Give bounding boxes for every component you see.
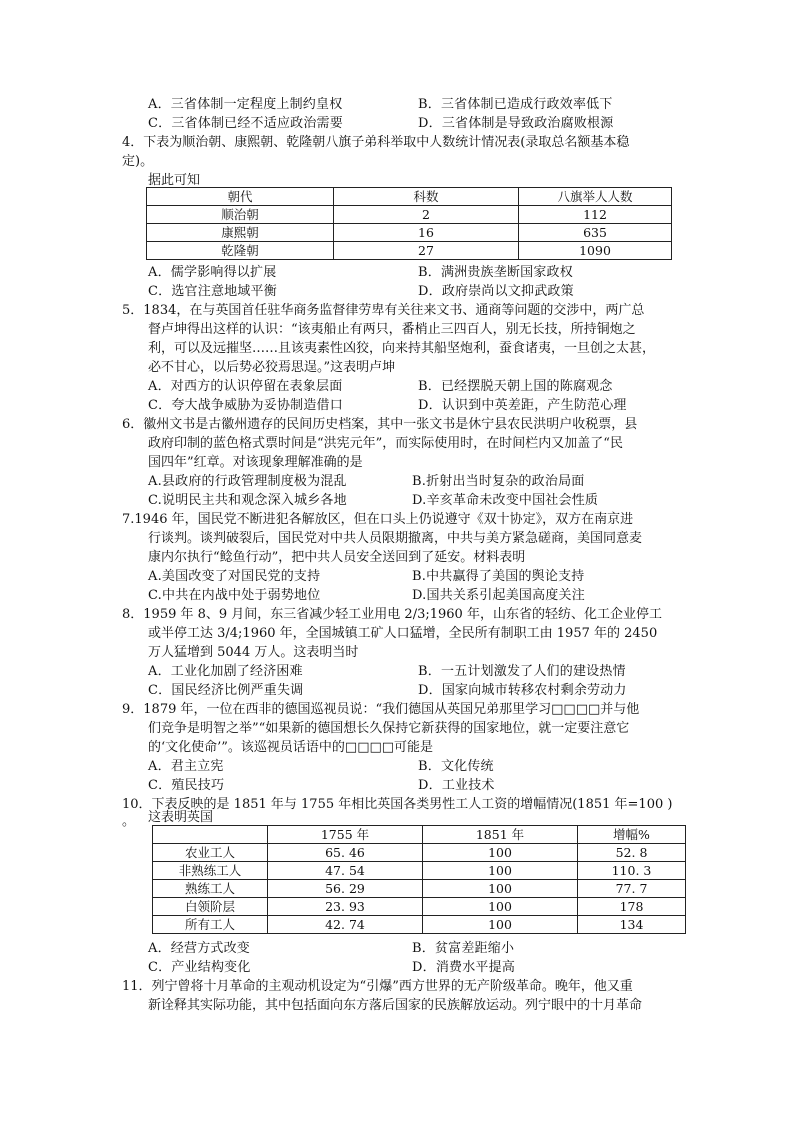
q6-option-d: D.辛亥革命未改变中国社会性质 <box>412 493 599 508</box>
q8-option-c: C．国民经济比例严重失调 <box>148 683 304 698</box>
q5-stem-line-4: 必不甘心，以后势必狡焉思逞。”这表明卢坤 <box>148 360 396 375</box>
table-cell: 110. 3 <box>578 862 686 880</box>
table-row <box>147 242 672 260</box>
q7-option-d: D.国共关系引起美国高度关注 <box>412 588 585 603</box>
table-header-cell: 1851 年 <box>423 826 578 844</box>
table-cell: 47. 54 <box>268 862 423 880</box>
q10-option-b: B．贫富差距缩小 <box>412 941 515 956</box>
q8-option-d: D．国家向城市转移农村剩余劳动力 <box>418 683 627 698</box>
table-cell: 16 <box>334 224 519 242</box>
q8-stem-line-3: 万人猛增到 5044 万人。这表明当时 <box>148 645 359 660</box>
table-cell: 100 <box>423 862 578 880</box>
q6-stem-line-3: 国四年”红章。对该现象理解准确的是 <box>148 455 363 470</box>
table-header-cell <box>153 826 268 844</box>
table-cell: 康熙朝 <box>147 224 334 242</box>
table-header-cell: 1755 年 <box>268 826 423 844</box>
q10-stem-line-1: 10．下表反映的是 1851 年与 1755 年相比英国各类男性工人工资的增幅情况(1851 年=100 ) <box>122 797 673 812</box>
q3-option-a: A．三省体制一定程度上制约皇权 <box>148 97 343 112</box>
table-header-row <box>153 826 686 844</box>
table-cell: 65. 46 <box>268 844 423 862</box>
table-cell: 56. 29 <box>268 880 423 898</box>
table-row <box>153 898 686 916</box>
table-cell: 42. 74 <box>268 916 423 934</box>
q10-option-c: C．产业结构变化 <box>148 960 251 975</box>
q4-stem-line-1: 4．下表为顺治朝、康熙朝、乾隆朝八旗子弟科举取中人数统计情况表(录取总名额基本稳 <box>122 135 630 150</box>
table-header-cell: 增幅% <box>578 826 686 844</box>
table-row <box>147 206 672 224</box>
q9-stem-line-1: 9．1879 年，一位在西非的德国巡视员说：“我们德国从英国兄弟那里学习□□□□并与他 <box>122 702 640 717</box>
q5-option-c: C．夸大战争威胁为妥协制造借口 <box>148 398 343 413</box>
table-cell: 52. 8 <box>578 844 686 862</box>
table-row <box>153 862 686 880</box>
table-cell: 白领阶层 <box>153 898 268 916</box>
q8-option-b: B．一五计划激发了人们的建设热情 <box>418 664 626 679</box>
q4-table-lead: 据此可知 <box>148 173 201 188</box>
q7-option-b: B.中共赢得了美国的舆论支持 <box>412 569 585 584</box>
q6-stem-line-2: 政府印制的蓝色格式票时间是“洪宪元年”，而实际使用时，在时间栏内又加盖了“民 <box>148 436 623 451</box>
q5-option-d: D．认识到中英差距，产生防范心理 <box>418 398 627 413</box>
q4-table <box>146 187 672 260</box>
q7-option-c: C.中共在内战中处于弱势地位 <box>148 588 321 603</box>
q8-stem-line-2: 或半停工达 3/4;1960 年，全国城镇工矿人口猛增，全民所有制职工由 1957 年的 2450 <box>148 626 658 641</box>
q5-option-b: B．已经摆脱天朝上国的陈腐观念 <box>418 379 613 394</box>
table-cell: 乾隆朝 <box>147 242 334 260</box>
q3-option-b: B．三省体制已造成行政效率低下 <box>418 97 613 112</box>
q6-option-c: C.说明民主共和观念深入城乡各地 <box>148 493 347 508</box>
q9-stem-line-3: 的‘文化使命’”。该巡视员话语中的□□□□可能是 <box>148 740 434 755</box>
table-cell: 非熟练工人 <box>153 862 268 880</box>
q10-option-d: D．消费水平提高 <box>412 960 516 975</box>
table-cell: 178 <box>578 898 686 916</box>
table-row <box>153 880 686 898</box>
q11-stem-line-2: 新诠释其实际功能，其中包括面向东方落后国家的民族解放运动。列宁眼中的十月革命 <box>148 998 643 1013</box>
table-cell: 100 <box>423 916 578 934</box>
q7-stem-line-1: 7.1946 年，国民党不断进犯各解放区，但在口头上仍说遵守《双十协定》，双方在南京进 <box>122 512 634 527</box>
q5-stem-line-2: 督卢坤得出这样的认识：“该夷船止有两只，番梢止三四百人，别无长技，所持铜炮之 <box>148 322 636 337</box>
table-cell: 100 <box>423 898 578 916</box>
q8-stem-line-1: 8．1959 年 8、9 月间，东三省减少轻工业用电 2/3;1960 年，山东省的轻纺、化工企业停工 <box>122 607 662 622</box>
q4-option-d: D．政府崇尚以文抑武政策 <box>418 284 574 299</box>
q4-option-b: B．满洲贵族垄断国家政权 <box>418 265 573 280</box>
q8-option-a: A．工业化加剧了经济困难 <box>148 664 303 679</box>
table-cell: 100 <box>423 880 578 898</box>
table-cell: 77. 7 <box>578 880 686 898</box>
table-cell: 100 <box>423 844 578 862</box>
table-cell: 23. 93 <box>268 898 423 916</box>
table-cell: 112 <box>519 206 672 224</box>
q4-option-c: C．选官注意地域平衡 <box>148 284 277 299</box>
q9-option-d: D．工业技术 <box>418 778 495 793</box>
q10-table <box>152 825 686 934</box>
table-cell: 农业工人 <box>153 844 268 862</box>
q5-stem-line-3: 利，可以及远摧坚……且该夷素性凶狡，向来持其船坚炮利，蚕食诸夷，一旦创之太甚， <box>148 341 656 356</box>
q4-stem-line-2: 定)。 <box>122 154 154 169</box>
q5-option-a: A．对西方的认识停留在表象层面 <box>148 379 343 394</box>
q3-option-c: C．三省体制已经不适应政治需要 <box>148 116 343 131</box>
table-cell: 2 <box>334 206 519 224</box>
q9-option-a: A．君主立宪 <box>148 759 224 774</box>
table-row <box>153 844 686 862</box>
table-cell: 134 <box>578 916 686 934</box>
q7-stem-line-3: 康内尔执行“鲶鱼行动”，把中共人员安全送回到了延安。材料表明 <box>148 550 526 565</box>
q6-option-a: A.县政府的行政管理制度极为混乱 <box>148 474 347 489</box>
q11-stem-line-1: 11．列宁曾将十月革命的主观动机设定为“引爆”西方世界的无产阶级革命。晚年，他又重 <box>122 979 633 994</box>
q5-stem-line-1: 5．1834，在与英国首任驻华商务监督律劳卑有关往来文书、通商等问题的交涉中，两广总 <box>122 303 645 318</box>
table-header-row <box>147 188 672 206</box>
table-cell: 635 <box>519 224 672 242</box>
q6-option-b: B.折射出当时复杂的政治局面 <box>412 474 585 489</box>
table-cell: 所有工人 <box>153 916 268 934</box>
q10-option-a: A．经营方式改变 <box>148 941 250 956</box>
q3-option-d: D．三省体制是导致政治腐败根源 <box>418 116 614 131</box>
table-header-cell: 八旗举人人数 <box>519 188 672 206</box>
table-cell: 顺治朝 <box>147 206 334 224</box>
q9-option-b: B．文化传统 <box>418 759 494 774</box>
table-cell: 1090 <box>519 242 672 260</box>
q10-stem-line-2: 。 <box>122 814 136 829</box>
q6-stem-line-1: 6．徽州文书是古徽州遗存的民间历史档案，其中一张文书是休宁县农民洪明户收税票，县 <box>122 417 638 432</box>
table-row <box>153 916 686 934</box>
table-cell: 熟练工人 <box>153 880 268 898</box>
q7-stem-line-2: 行谈判。谈判破裂后，国民党对中共人员限期撤离，中共与美方紧急磋商，美国同意麦 <box>148 531 643 546</box>
table-header-cell: 科数 <box>334 188 519 206</box>
q10-table-lead: 这表明英国 <box>148 810 214 825</box>
table-header-cell: 朝代 <box>147 188 334 206</box>
q9-stem-line-2: 们竞争是明智之举”“如果新的德国想长久保持它新获得的国家地位，就一定要注意它 <box>148 721 630 736</box>
q7-option-a: A.美国改变了对国民党的支持 <box>148 569 321 584</box>
q4-option-a: A．儒学影响得以扩展 <box>148 265 277 280</box>
table-cell: 27 <box>334 242 519 260</box>
table-row <box>147 224 672 242</box>
q9-option-c: C．殖民技巧 <box>148 778 225 793</box>
